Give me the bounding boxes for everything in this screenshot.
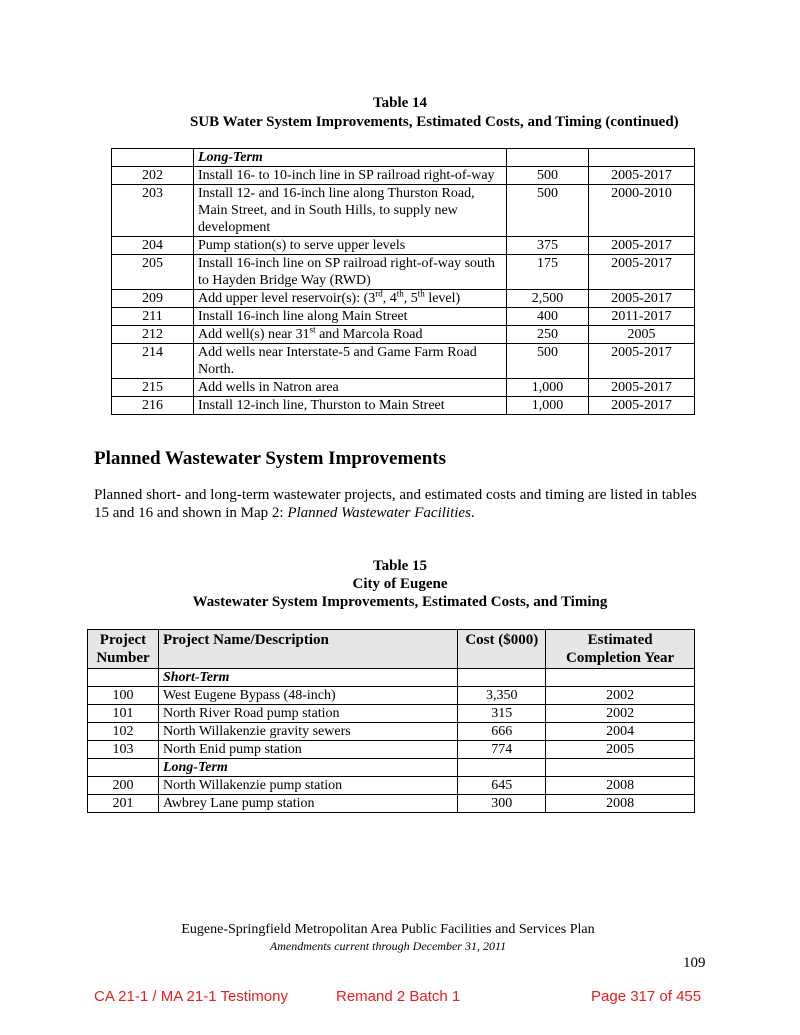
- project-number: 215: [112, 379, 194, 397]
- cost: 300: [458, 795, 546, 813]
- project-number: 201: [88, 795, 159, 813]
- table-row: [112, 185, 695, 237]
- description-text: Install 16-inch line along Main Street: [198, 309, 408, 324]
- project-number: 101: [88, 705, 159, 723]
- map-reference: Planned Wastewater Facilities: [287, 505, 471, 521]
- project-number: 211: [112, 308, 194, 326]
- table15-title: Table 15: [372, 558, 428, 574]
- timing: 2008: [546, 795, 695, 813]
- timing: 2005-2017: [589, 397, 695, 415]
- table-row: [112, 344, 695, 379]
- table-row: [112, 255, 695, 290]
- description-text: Pump station(s) to serve upper levels: [198, 238, 406, 253]
- paragraph-end: .: [470, 505, 475, 521]
- header-cost: Cost ($000): [458, 630, 546, 669]
- stamp-testimony: CA 21-1 / MA 21-1 Testimony: [94, 988, 288, 1005]
- project-description: [158, 687, 457, 705]
- table-row: [112, 397, 695, 415]
- table14: [111, 148, 695, 415]
- table-row: [112, 167, 695, 185]
- project-description: [158, 723, 457, 741]
- project-number: 203: [112, 185, 194, 237]
- header-completion-year: Estimated Completion Year: [546, 630, 695, 669]
- footer-amendments: Amendments current through December 31, 2011: [269, 939, 507, 953]
- table-row: [88, 705, 695, 723]
- project-number: 202: [112, 167, 194, 185]
- table-row: [88, 687, 695, 705]
- timing: 2005-2017: [589, 379, 695, 397]
- project-number: 205: [112, 255, 194, 290]
- timing: 2002: [546, 705, 695, 723]
- project-description: [194, 185, 507, 237]
- footer-plan-title: Eugene-Springfield Metropolitan Area Public Facilities and Services Plan: [181, 922, 595, 937]
- cost: 500: [507, 185, 589, 237]
- cost: 774: [458, 741, 546, 759]
- timing: 2008: [546, 777, 695, 795]
- timing: 2005-2017: [589, 290, 695, 308]
- section-label: Short-Term: [158, 669, 457, 687]
- empty-cell: [546, 669, 695, 687]
- cost: 315: [458, 705, 546, 723]
- timing: 2005-2017: [589, 237, 695, 255]
- empty-cell: [458, 669, 546, 687]
- cost: 645: [458, 777, 546, 795]
- description-text: level): [424, 291, 461, 306]
- project-number: 102: [88, 723, 159, 741]
- timing: 2004: [546, 723, 695, 741]
- empty-cell: [546, 759, 695, 777]
- project-number: 214: [112, 344, 194, 379]
- project-description: [194, 344, 507, 379]
- cost: 375: [507, 237, 589, 255]
- description-text: North Willakenzie gravity sewers: [162, 724, 351, 739]
- description-text: Install 16- to 10-inch line in SP railroad right-of-way: [198, 168, 495, 183]
- table15: [87, 629, 695, 813]
- empty-cell: [112, 149, 194, 167]
- empty-cell: [88, 759, 159, 777]
- cost: 666: [458, 723, 546, 741]
- stamp-page: Page 317 of 455: [591, 988, 702, 1005]
- cost: 2,500: [507, 290, 589, 308]
- header-description: Project Name/Description: [158, 630, 457, 669]
- section-paragraph: [94, 486, 704, 522]
- timing: 2005: [589, 326, 695, 344]
- table-header-row: [88, 630, 695, 669]
- description-text: Install 16-inch line on SP railroad right-of-way south to Hayden Bridge Way (RWD): [198, 256, 495, 288]
- table-row: [88, 723, 695, 741]
- description-text: North Enid pump station: [162, 742, 302, 757]
- table15-city: City of Eugene: [352, 576, 448, 592]
- stamp-batch: Remand 2 Batch 1: [336, 988, 461, 1005]
- project-description: [158, 741, 457, 759]
- timing: 2005-2017: [589, 167, 695, 185]
- project-description: [158, 777, 457, 795]
- description-text: Add upper level reservoir(s): (3: [198, 291, 376, 306]
- project-description: [194, 326, 507, 344]
- page-number: 109: [683, 955, 706, 971]
- superscript: st: [309, 324, 316, 335]
- timing: 2011-2017: [589, 308, 695, 326]
- section-row: [88, 669, 695, 687]
- description-text: West Eugene Bypass (48-inch): [162, 688, 336, 703]
- project-number: 216: [112, 397, 194, 415]
- description-text: Add wells near Interstate-5 and Game Farm Road North.: [198, 345, 477, 377]
- description-text: and Marcola Road: [315, 327, 423, 342]
- paragraph-text: Planned short- and long-term wastewater projects, and estimated costs and timing are listed in tables 15 and 16 and shown in Map 2:: [94, 487, 697, 521]
- superscript: rd: [375, 288, 383, 299]
- description-text: North River Road pump station: [162, 706, 340, 721]
- table-row: [112, 326, 695, 344]
- superscript: th: [396, 288, 404, 299]
- table14-title: Table 14: [372, 95, 428, 111]
- timing: 2000-2010: [589, 185, 695, 237]
- description-text: , 4: [382, 291, 397, 306]
- project-description: [194, 397, 507, 415]
- table15-subtitle: Wastewater System Improvements, Estimated Costs, and Timing: [192, 594, 608, 610]
- superscript: th: [417, 288, 425, 299]
- table-row: [88, 777, 695, 795]
- description-text: Add well(s) near 31: [198, 327, 310, 342]
- project-number: 212: [112, 326, 194, 344]
- project-description: [194, 308, 507, 326]
- cost: 400: [507, 308, 589, 326]
- timing: 2005: [546, 741, 695, 759]
- table-row: [112, 237, 695, 255]
- table-row: [88, 741, 695, 759]
- cost: 1,000: [507, 397, 589, 415]
- project-number: 209: [112, 290, 194, 308]
- section-row: [112, 149, 695, 167]
- empty-cell: [458, 759, 546, 777]
- project-description: [194, 237, 507, 255]
- cost: 175: [507, 255, 589, 290]
- empty-cell: [589, 149, 695, 167]
- project-description: [158, 795, 457, 813]
- header-project-number: Project Number: [88, 630, 159, 669]
- cost: 250: [507, 326, 589, 344]
- section-row: [88, 759, 695, 777]
- cost: 500: [507, 344, 589, 379]
- description-text: Add wells in Natron area: [198, 380, 339, 395]
- project-number: 200: [88, 777, 159, 795]
- timing: 2005-2017: [589, 344, 695, 379]
- empty-cell: [507, 149, 589, 167]
- table-row: [112, 308, 695, 326]
- project-description: [158, 705, 457, 723]
- project-description: [194, 290, 507, 308]
- project-description: [194, 167, 507, 185]
- section-label: Long-Term: [194, 149, 507, 167]
- cost: 3,350: [458, 687, 546, 705]
- project-description: [194, 379, 507, 397]
- description-text: Awbrey Lane pump station: [162, 796, 315, 811]
- description-text: North Willakenzie pump station: [162, 778, 343, 793]
- table-row: [88, 795, 695, 813]
- description-text: Install 12-inch line, Thurston to Main Street: [198, 398, 445, 413]
- description-text: , 5: [403, 291, 418, 306]
- timing: 2002: [546, 687, 695, 705]
- cost: 500: [507, 167, 589, 185]
- timing: 2005-2017: [589, 255, 695, 290]
- table-row: [112, 379, 695, 397]
- project-number: 204: [112, 237, 194, 255]
- project-number: 103: [88, 741, 159, 759]
- empty-cell: [88, 669, 159, 687]
- project-description: [194, 255, 507, 290]
- table-row: [112, 290, 695, 308]
- section-label: Long-Term: [158, 759, 457, 777]
- table14-subtitle: SUB Water System Improvements, Estimated Costs, and Timing (continued): [190, 114, 679, 130]
- cost: 1,000: [507, 379, 589, 397]
- description-text: Install 12- and 16-inch line along Thurston Road, Main Street, and in South Hills, to supply new development: [198, 186, 475, 235]
- section-heading: Planned Wastewater System Improvements: [94, 448, 447, 469]
- project-number: 100: [88, 687, 159, 705]
